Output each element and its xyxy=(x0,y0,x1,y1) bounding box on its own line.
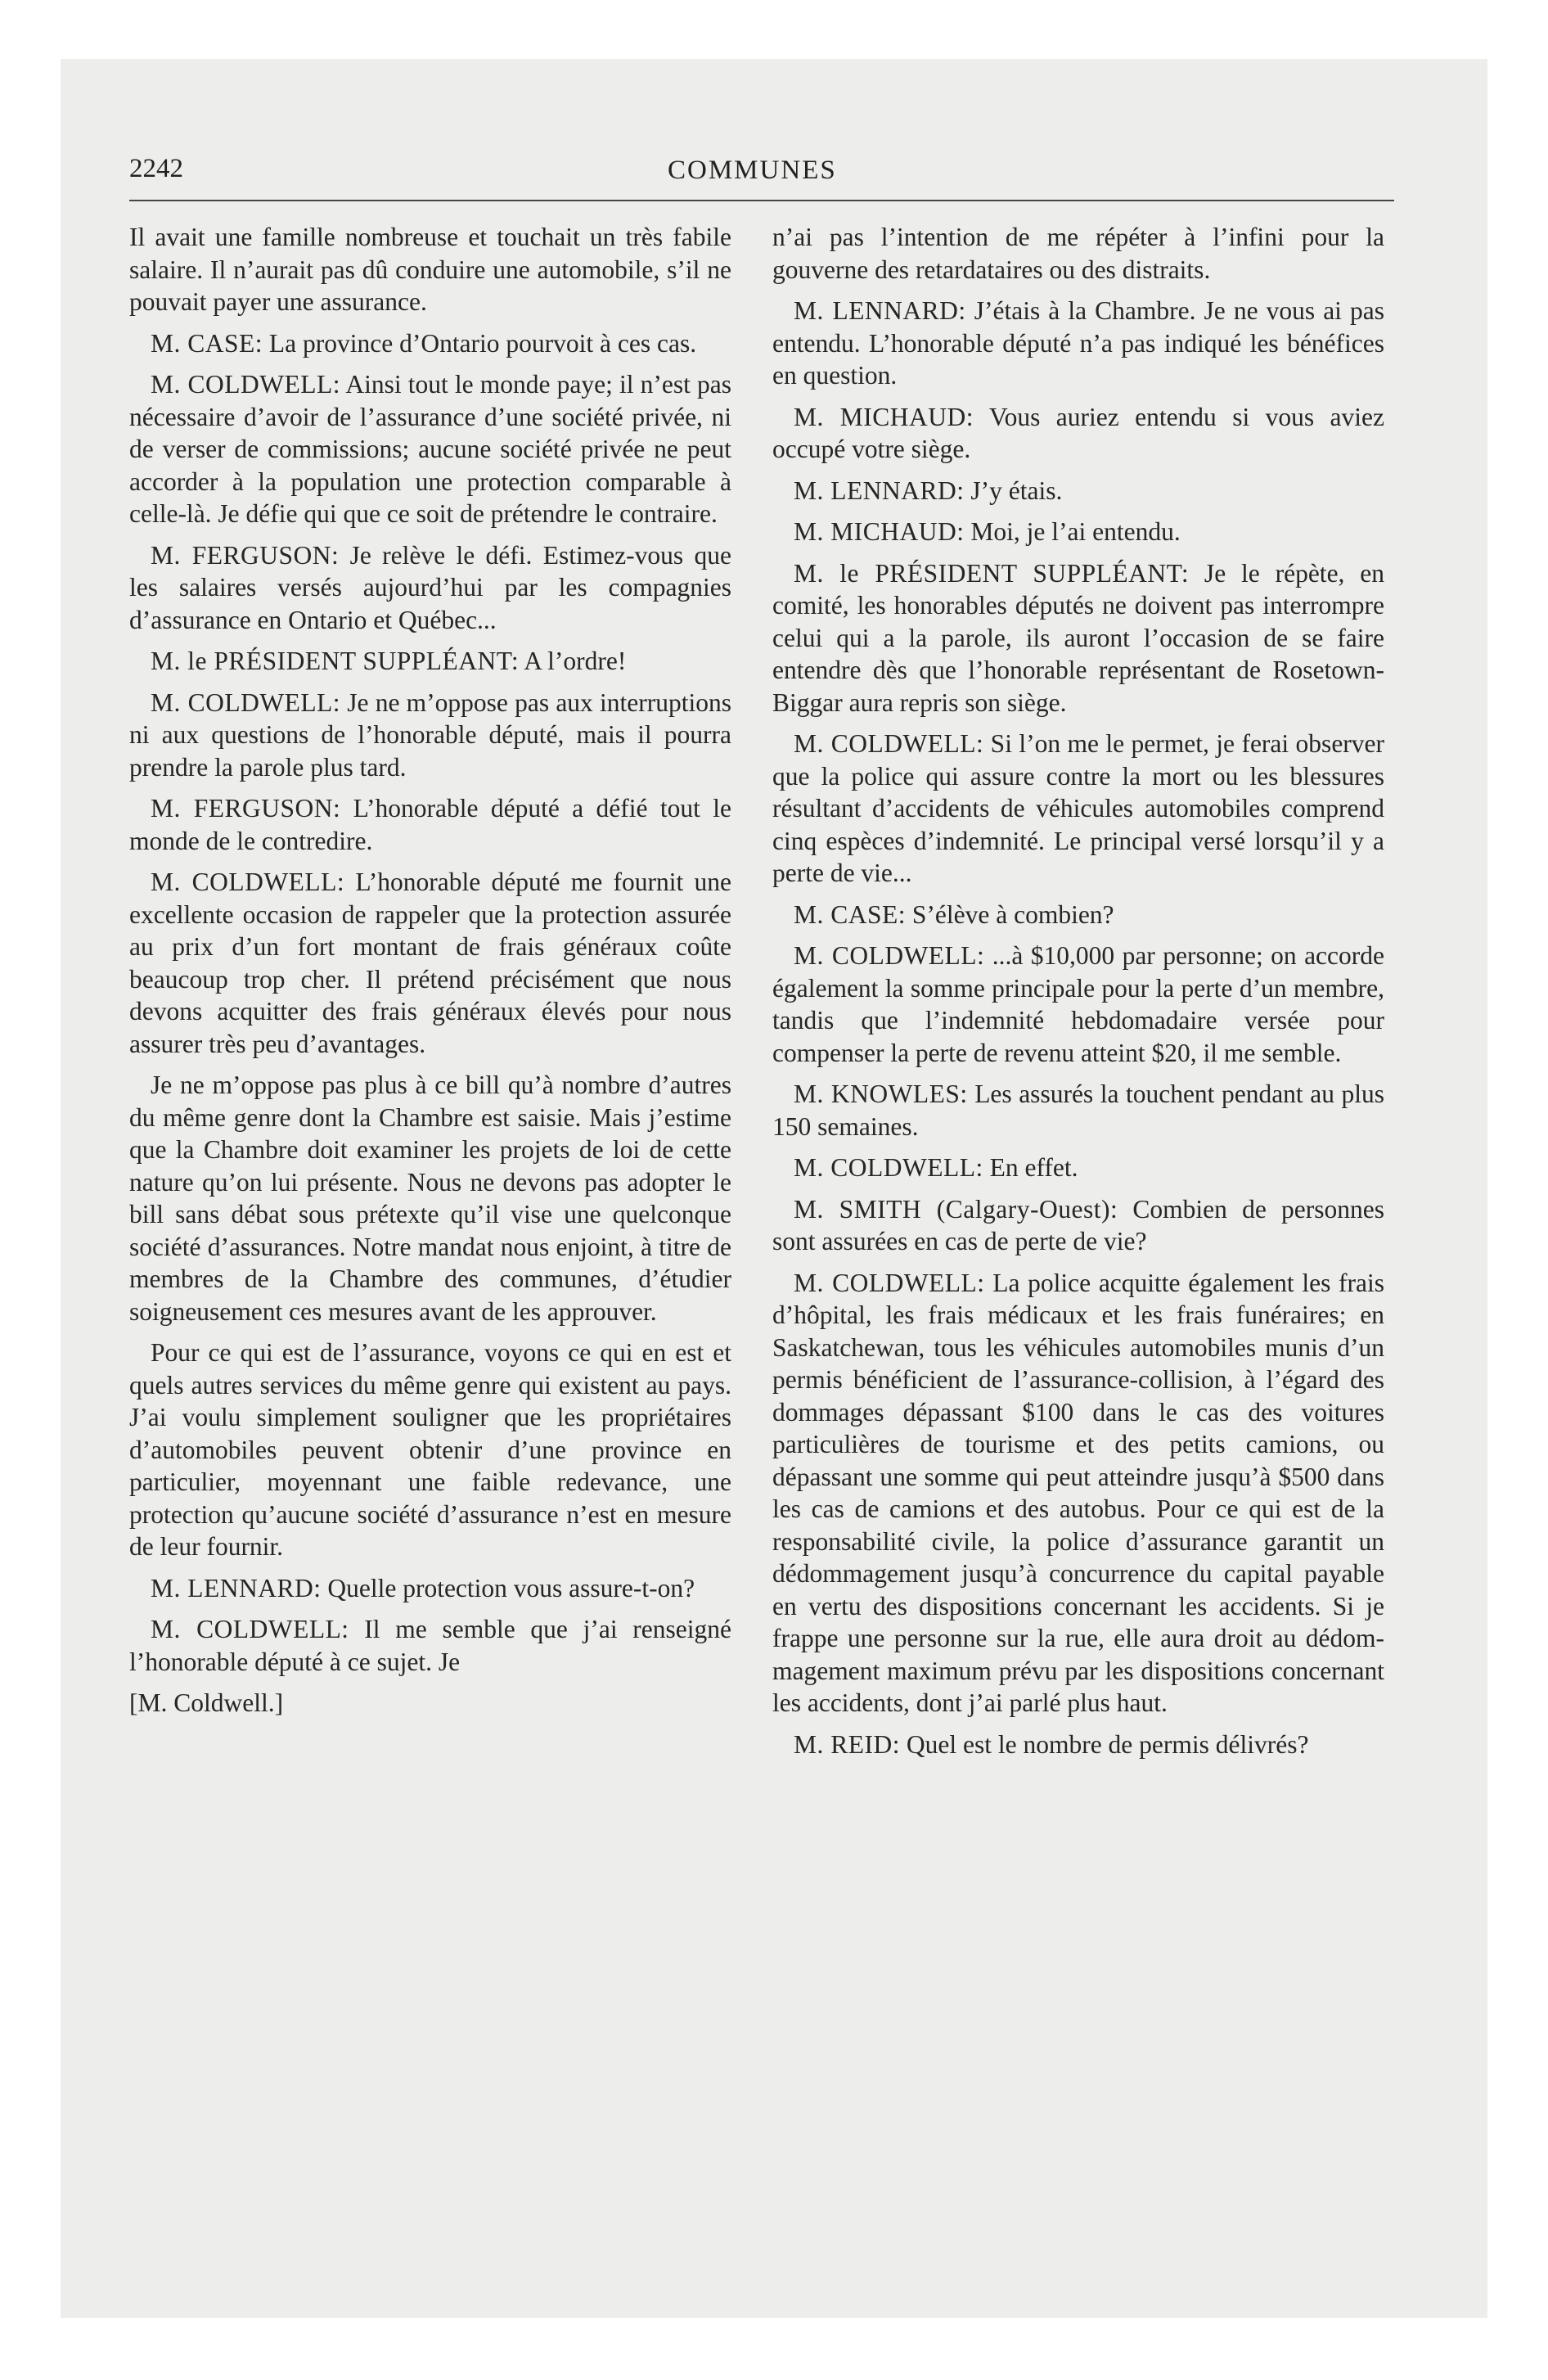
paragraph xyxy=(772,475,1384,507)
paragraph xyxy=(772,1729,1384,1761)
paragraph-text: Combien de personnes sont assurées en cas de perte de vie? xyxy=(772,1194,1384,1255)
speaker-name: M. COLDWELL: xyxy=(794,1153,983,1182)
speaker-name: M. COLDWELL: xyxy=(151,687,341,717)
speaker-name: M. COLDWELL: xyxy=(151,868,345,896)
speaker-name: M. CASE: xyxy=(794,899,907,929)
paragraph xyxy=(129,687,731,784)
paragraph xyxy=(772,1152,1384,1184)
paragraph xyxy=(772,401,1384,466)
paragraph-text: Si l’on me le permet, je ferai observer que la police qui assure contre la mort ou les blessures résultant d’accidents de véhicules automobiles comprend cinq espèces d’indemnité. Le principal versé lorsqu’il y a perte de vie... xyxy=(772,729,1385,887)
paragraph-text: En effet. xyxy=(983,1153,1078,1182)
paragraph-text: Je ne m’oppose pas aux interruptions ni aux questions de l’honorable député, mais il pourra prendre la parole plus tard. xyxy=(129,687,731,782)
speaker-name: M. COLDWELL: xyxy=(794,941,985,970)
speaker-name: M. SMITH (Calgary-Ouest): xyxy=(794,1194,1118,1224)
paragraph xyxy=(129,866,731,1060)
paragraph-text: Je relève le défi. Estimez-vous que les salaires versés aujourd’hui par les compagnies d’assurance en Ontario et Québec... xyxy=(129,540,732,634)
paragraph-text: Moi, je l’ai entendu. xyxy=(964,517,1181,546)
speaker-name: M. le PRÉSIDENT SUPPLÉANT: xyxy=(151,647,520,675)
paragraph-text: S’élève à combien? xyxy=(906,899,1114,929)
paragraph xyxy=(129,645,731,678)
paragraph xyxy=(129,327,731,360)
speaker-name: M. COLDWELL: xyxy=(794,729,984,758)
speaker-attribution: [M. Coldwell.] xyxy=(129,1688,284,1717)
speaker-name: M. COLDWELL: xyxy=(151,370,340,399)
speaker-name: M. le PRÉSIDENT SUPPLÉANT: xyxy=(794,558,1190,588)
speaker-name: M. LENNARD: xyxy=(794,476,965,505)
speaker-name: M. REID: xyxy=(794,1729,900,1759)
paragraph xyxy=(129,221,731,318)
paragraph-text: J’y étais. xyxy=(964,476,1063,505)
speaker-name: M. FERGUSON: xyxy=(151,540,340,570)
paragraph xyxy=(129,1069,731,1327)
speaker-name: M. LENNARD: xyxy=(151,1573,322,1602)
header-rule xyxy=(129,200,1394,201)
paragraph-text: Quel est le nombre de permis délivrés? xyxy=(900,1729,1309,1759)
paragraph-text: Je le répète, en comité, les honorables députés ne doivent pas interrompre celui qui a la parole, ils auront l’occasion de se faire entendre dès que l’honorable représentant de Rosetown-Biggar aura repris son siège. xyxy=(772,558,1385,717)
paragraph-text: A l’ordre! xyxy=(519,647,627,675)
paragraph xyxy=(772,516,1384,548)
paragraph xyxy=(129,1336,731,1563)
speaker-name: M. MICHAUD: xyxy=(794,517,965,546)
paragraph xyxy=(772,557,1384,719)
paragraph xyxy=(772,1193,1384,1258)
speaker-name: M. KNOWLES: xyxy=(794,1080,968,1108)
paragraph-text: Pour ce qui est de l’assurance, voyons ce qui en est et quels autres services du même genre qui existent au pays. J’ai voulu simplement souligner que les propriétaires d’automobiles peuvent obtenir d’une province en particulier, moyennant une faible redevance, une protection qu’aucune société d’assurance n’est en mesure de leur fournir. xyxy=(129,1338,731,1561)
paragraph xyxy=(129,1613,731,1678)
right-column xyxy=(772,221,1384,1769)
paragraph xyxy=(772,221,1384,286)
paragraph xyxy=(772,899,1384,931)
paragraph-text: Il me semble que j’ai renseigné l’honorable député à ce sujet. Je xyxy=(129,1615,731,1676)
paragraph xyxy=(772,728,1384,890)
paragraph-text: n’ai pas l’intention de me répéter à l’infini pour la gouverne des retardataires ou des distraits. xyxy=(772,223,1384,284)
paragraph xyxy=(129,1572,731,1605)
paragraph-text: Vous auriez entendu si vous aviez occupé votre siège. xyxy=(772,402,1384,463)
paragraph-text: Quelle protection vous assure-t-on? xyxy=(321,1573,695,1602)
paragraph xyxy=(129,539,731,637)
speaker-name: M. FERGUSON: xyxy=(151,794,341,823)
paragraph-text: Je ne m’oppose pas plus à ce bill qu’à nombre d’autres du même genre dont la Chambre est saisie. Mais j’estime que la Chambre doit examiner les projets de loi de cette nature qu’on lui présente. Nous ne devons pas adopter le bill sans débat sous prétexte qu’il vise une quelconque société d’assurances. Notre mandat nous enjoint, à titre de membres de la Chambre des communes, d’étudier soigneusement ces mesures avant de les approuver. xyxy=(129,1071,731,1326)
paragraph-text: Ainsi tout le monde paye; il n’est pas nécessaire d’avoir de l’assurance d’une société privée, ni de verser de commissions; aucune société privée ne peut accorder à la population une protection comparable à celle-là. Je défie qui que ce soit de prétendre le contraire. xyxy=(129,370,731,528)
paragraph-text: L’honorable député a défié tout le monde de le contredire. xyxy=(129,794,731,855)
paragraph xyxy=(772,1078,1384,1143)
left-column xyxy=(129,221,731,1720)
paragraph-text: Il avait une famille nombreuse et touchait un très fabile salaire. Il n’aurait pas dû conduire une automobile, s’il ne pouvait payer une assurance. xyxy=(129,223,731,316)
paragraph xyxy=(772,940,1384,1069)
speaker-name: M. LENNARD: xyxy=(794,296,966,325)
paragraph-text: La province d’Ontario pourvoit à ces cas. xyxy=(263,328,697,358)
page-number: 2242 xyxy=(129,154,183,183)
paragraph xyxy=(129,368,731,530)
paragraph-text: ...à $10,000 par personne; on accorde également la somme principale pour la perte d’un membre, tandis que l’indemnité hebdomadaire versée pour compenser la perte de revenu atteint $20, il me semble. xyxy=(772,941,1384,1067)
speaker-name: M. MICHAUD: xyxy=(794,402,974,431)
speaker-name: M. CASE: xyxy=(151,328,263,358)
paragraph-text: La police acquitte également les frais d’hôpital, les frais médicaux et les frais funéraires; en Saskatchewan, tous les véhicules automobiles munis d’un permis bénéficient de l’assurance-collision, à l’égard des dommages dépassant $100 dans le cas des voitures particulières de tourisme et des petits camions, ou dépassant une somme qui peut atteindre jusqu’à $500 dans les cas de camions et des autobus. Pour ce qui est de la responsabilité civile, la police d’assurance garantit un dédommagement jusqu’à concurrence du capital payable en vertu des dispositions concernant les accidents. Si je frappe une personne sur la rue, elle aura droit au dédommagement maximum prévu par les dispositions concernant les accidents, dont j’ai parlé plus haut. xyxy=(772,1268,1385,1717)
speaker-name: M. COLDWELL: xyxy=(151,1615,349,1643)
paragraph-text: J’étais à la Chambre. Je ne vous ai pas entendu. L’honorable député n’a pas indiqué les bénéfices en question. xyxy=(772,296,1384,390)
paragraph xyxy=(772,1267,1384,1720)
paragraph xyxy=(129,792,731,857)
paragraph-text: L’honorable député me fournit une excellente occasion de rappeler que la protection assurée au prix d’un fort montant de frais généraux coûte beaucoup trop cher. Il prétend précisément que nous devons acquitter des frais généraux élevés pour nous assurer très peu d’avantages. xyxy=(129,868,731,1058)
speaker-name: M. COLDWELL: xyxy=(794,1268,985,1297)
paragraph xyxy=(772,295,1384,392)
paragraph-text: Les assurés la touchent pendant au plus 150 semaines. xyxy=(772,1080,1384,1141)
running-head: COMMUNES xyxy=(668,156,837,185)
